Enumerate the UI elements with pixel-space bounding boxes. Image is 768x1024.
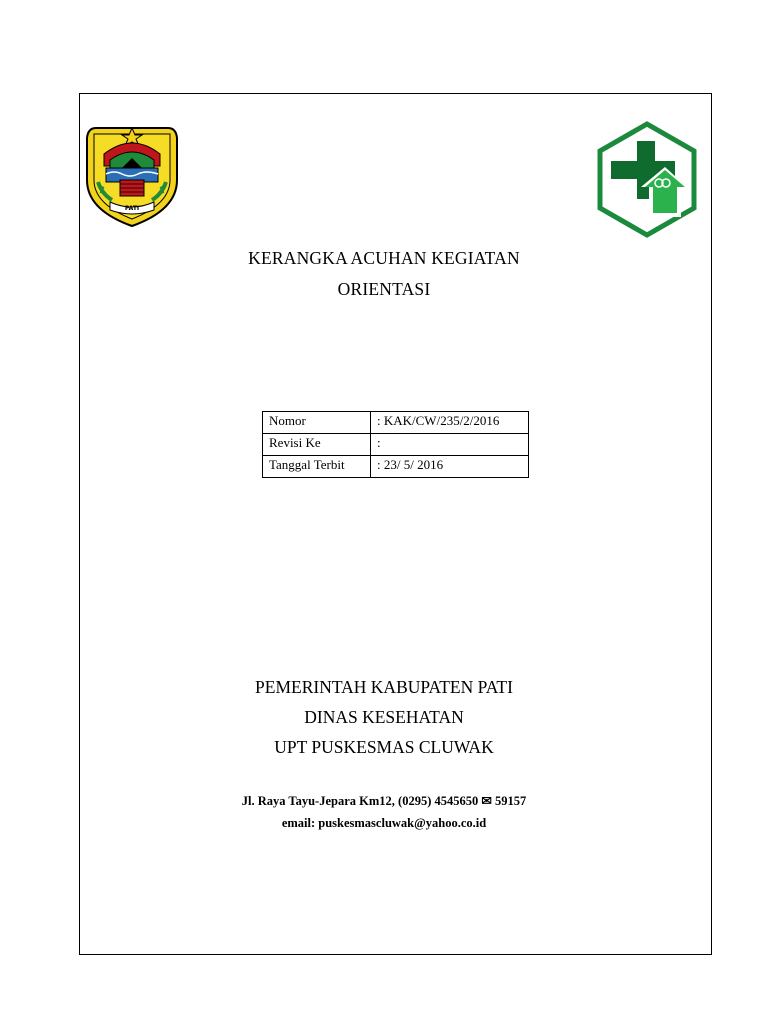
meta-value-tanggal: : 23/ 5/ 2016 xyxy=(371,456,529,478)
address-line xyxy=(0,793,768,809)
phone-number: (0295) 4545650 xyxy=(398,794,482,808)
org-line-upt: UPT PUSKESMAS CLUWAK xyxy=(274,737,494,757)
document-title-line1: KERANGKA ACUHAN KEGIATAN xyxy=(248,248,520,268)
postal-code: 59157 xyxy=(491,794,527,808)
meta-label-revisi: Revisi Ke xyxy=(263,434,371,456)
document-meta-table xyxy=(262,411,529,478)
email-line: email: puskesmascluwak@yahoo.co.id xyxy=(281,816,487,830)
address-text: Jl. Raya Tayu-Jepara Km12, xyxy=(241,794,399,808)
table-row xyxy=(263,456,529,478)
table-row xyxy=(263,434,529,456)
meta-label-nomor: Nomor xyxy=(263,412,371,434)
meta-value-revisi: : xyxy=(371,434,529,456)
org-line-pemerintah: PEMERINTAH KABUPATEN PATI xyxy=(255,677,513,697)
table-row xyxy=(263,412,529,434)
svg-text:PATI: PATI xyxy=(124,205,140,212)
pati-regency-emblem-icon xyxy=(84,122,180,228)
postal-icon: ✉ xyxy=(481,794,492,808)
puskesmas-logo-icon xyxy=(595,121,699,238)
org-line-dinas: DINAS KESEHATAN xyxy=(304,707,464,727)
meta-label-tanggal: Tanggal Terbit xyxy=(263,456,371,478)
meta-value-nomor: : KAK/CW/235/2/2016 xyxy=(371,412,529,434)
document-title-line2: ORIENTASI xyxy=(337,279,431,299)
